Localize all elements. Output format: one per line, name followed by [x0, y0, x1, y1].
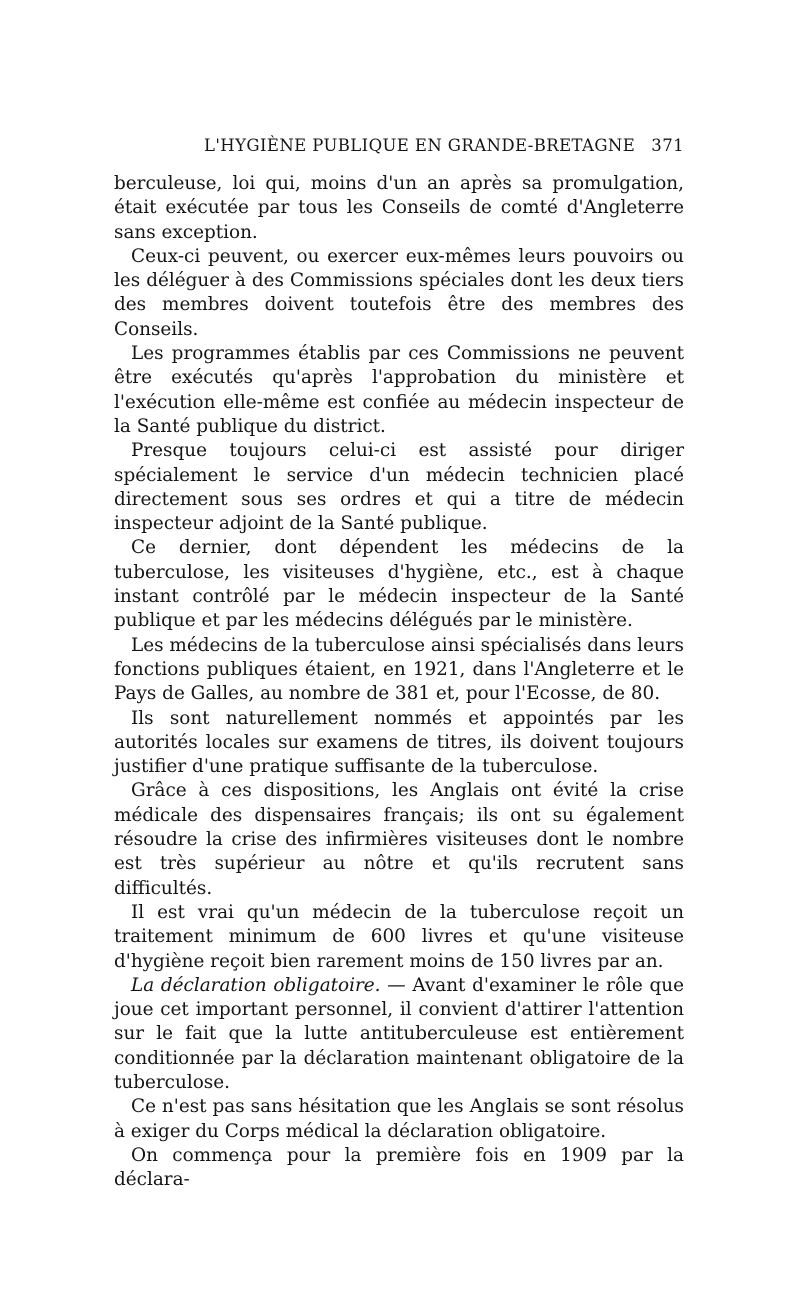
paragraph-8: Grâce à ces dispositions, les Anglais ont évité la crise médicale des dispensaires français; ils ont su également résoudre la crise des infirmières visiteuses dont le nombre est très supérieur au nôtre et qu'ils recrutent sans difficultés.	[114, 780, 684, 899]
paragraph-9: Il est vrai qu'un médecin de la tuberculose reçoit un traitement minimum de 600 livres et qu'une visiteuse d'hygiène reçoit bien rarement moins de 150 livres par an.	[114, 901, 684, 972]
paragraph-10-text: — Avant d'examiner le rôle que joue cet important personnel, il convient d'attirer l'attention sur le fait que la lutte antituberculeuse est entièrement conditionnée par la déclaration maintenant obligatoire de la tuberculose.	[114, 974, 685, 1093]
paragraph-2: Ceux-ci peuvent, ou exercer eux-mêmes leurs pouvoirs ou les déléguer à des Commissions spéciales dont les deux tiers des membres doivent toutefois être des membres des Conseils.	[114, 245, 684, 340]
paragraph-3: Les programmes établis par ces Commissions ne peuvent être exécutés qu'après l'approbation du ministère et l'exécution elle-même est confiée au médecin inspecteur de la Santé publique du district.	[114, 343, 684, 437]
paragraph-5: Ce dernier, dont dépendent les médecins de la tuberculose, les visiteuses d'hygiène, etc., est à chaque instant contrôlé par le médecin inspecteur de la Santé publique et par les médecins délégués par le ministère.	[114, 537, 684, 632]
paragraph-7: Ils sont naturellement nommés et appointés par les autorités locales sur examens de titres, ils doivent toujours justifier d'une pratique suffisante de la tuberculose.	[114, 707, 684, 778]
paragraph-12: On commença pour la première fois en 1909 par la déclara-	[114, 1144, 684, 1191]
body-text	[114, 172, 684, 1192]
page-number: 371	[651, 136, 684, 155]
running-header	[114, 136, 684, 158]
paragraph-11: Ce n'est pas sans hésitation que les Anglais se sont résolus à exiger du Corps médical la déclaration obligatoire.	[114, 1096, 684, 1142]
paragraph-10	[114, 974, 684, 1095]
paragraph-6: Les médecins de la tuberculose ainsi spécialisés dans leurs fonctions publiques étaient, en 1921, dans l'Angleterre et le Pays de Galles, au nombre de 381 et, pour l'Ecosse, de 80.	[114, 634, 684, 705]
running-title: L'HYGIÈNE PUBLIQUE EN GRANDE-BRETAGNE	[204, 136, 636, 155]
section-heading: La déclaration obligatoire.	[131, 974, 381, 996]
paragraph-1: berculeuse, loi qui, moins d'un an après sa promulgation, était exécutée par tous les Conseils de comté d'Angleterre sans exception.	[114, 173, 684, 243]
paragraph-4: Presque toujours celui-ci est assisté pour diriger spécialement le service d'un médecin technicien placé directement sous ses ordres et qui a titre de médecin inspecteur adjoint de la Santé publique.	[114, 440, 684, 535]
